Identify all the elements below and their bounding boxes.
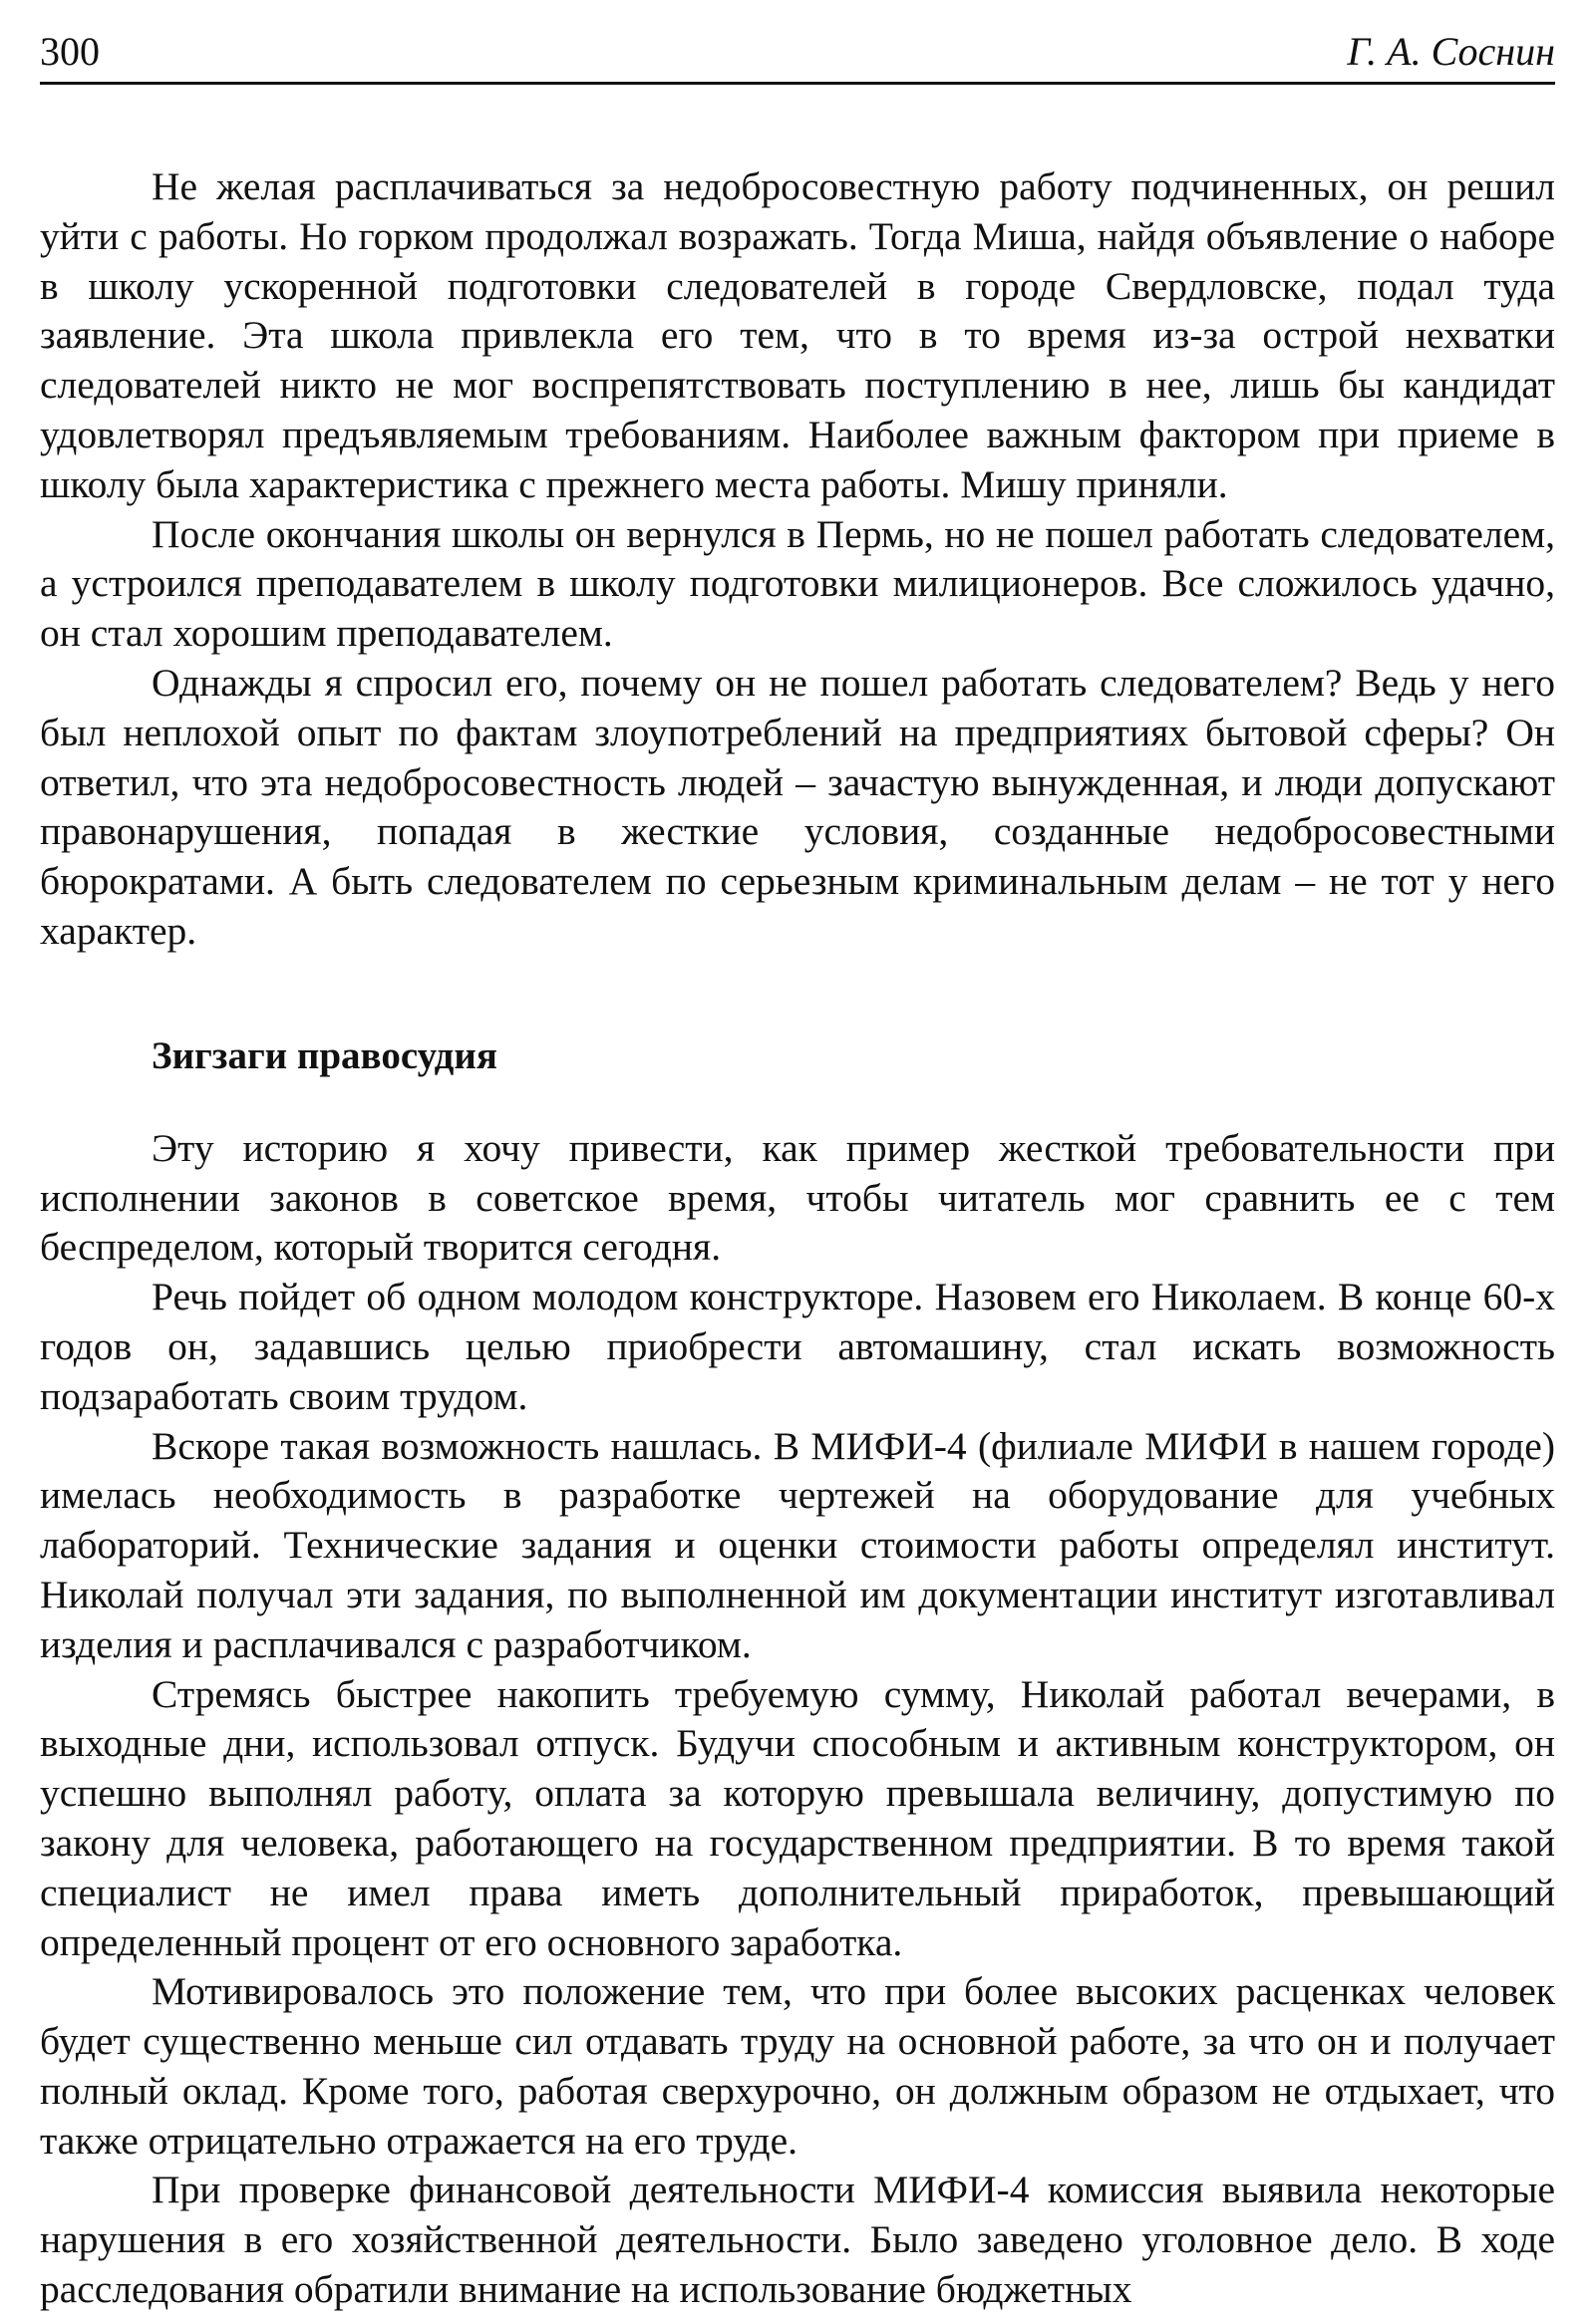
page-number: 300 <box>40 29 100 74</box>
book-page <box>40 28 1555 2312</box>
paragraph: После окончания школы он вернулся в Пермь, но не пошел работать следователем, а устроился преподавателем в школу подготовки милиционеров. Все сложилось удачно, он стал хорошим преподавателем. <box>40 511 1555 656</box>
paragraph: Речь пойдет об одном молодом конструкторе. Назовем его Николаем. В конце 60-х годов он, задавшись целью приобрести автомашину, стал искать возможность подзаработать своим трудом. <box>40 1275 1555 1418</box>
paragraph: Мотивировалось это положение тем, что при более высоких расценках человек будет существенно меньше сил отдавать труду на основной работе, за что он и получает полный оклад. Кроме того, работая сверхурочно, он должным образом не отдыхает, что также отрицательно отражается на его труде. <box>40 1969 1555 2163</box>
body-text <box>40 162 1555 2315</box>
paragraph: Не желая расплачиваться за недобросовестную работу подчиненных, он решил уйти с работы. Но горком продолжал возражать. Тогда Миша, найдя объявление о наборе в школу ускоренной подготовки следователей в городе Свердловске, подал туда заявление. Эта школа привлекла его тем, что в то время из-за острой нехватки следователей никто не мог воспрепятствовать поступлению в нее, лишь бы кандидат удовлетворял предъявляемым требованиям. Наиболее важным фактором при приеме в школу была характеристика с прежнего места работы. Мишу приняли. <box>40 164 1555 506</box>
paragraph: Вскоре такая возможность нашлась. В МИФИ-4 (филиале МИФИ в нашем городе) имелась необходимость в разработке чертежей на оборудование для учебных лабораторий. Технические задания и оценки стоимости работы определял институт. Николай получал эти задания, по выполненной им документации институт изготавливал изделия и расплачивался с разработчиком. <box>40 1423 1555 1666</box>
section-heading: Зигзаги правосудия <box>152 1033 497 1077</box>
paragraph: При проверке финансовой деятельности МИФИ-4 комиссия выявила некоторые нарушения в его хозяйственной деятельности. Было заведено уголовное дело. В ходе расследования обратили внимание на использование бюджетных <box>40 2168 1555 2312</box>
paragraph: Однажды я спросил его, почему он не пошел работать следователем? Ведь у него был неплохой опыт по фактам злоупотреблений на предприятиях бытовой сферы? Он ответил, что эта недобросовестность людей – зачастую вынужденная, и люди допускают правонарушения, попадая в жесткие условия, созданные недобросовестными бюрократами. А быть следователем по серьезным криминальным делам – не тот у него характер. <box>40 660 1555 953</box>
running-head <box>40 28 1555 85</box>
paragraph: Стремясь быстрее накопить требуемую сумму, Николай работал вечерами, в выходные дни, использовал отпуск. Будучи способным и активным конструктором, он успешно выполнял работу, оплата за которую превышала величину, допустимую по закону для человека, работающего на государственном предприятии. В то время такой специалист не имел права иметь дополнительный приработок, превышающий определенный процент от его основного заработка. <box>40 1671 1555 1964</box>
paragraph: Эту историю я хочу привести, как пример жесткой требовательности при исполнении законов в советское время, чтобы читатель мог сравнить ее с тем беспределом, который творится сегодня. <box>40 1125 1555 1270</box>
running-head-author: Г. А. Соснин <box>1347 29 1555 74</box>
